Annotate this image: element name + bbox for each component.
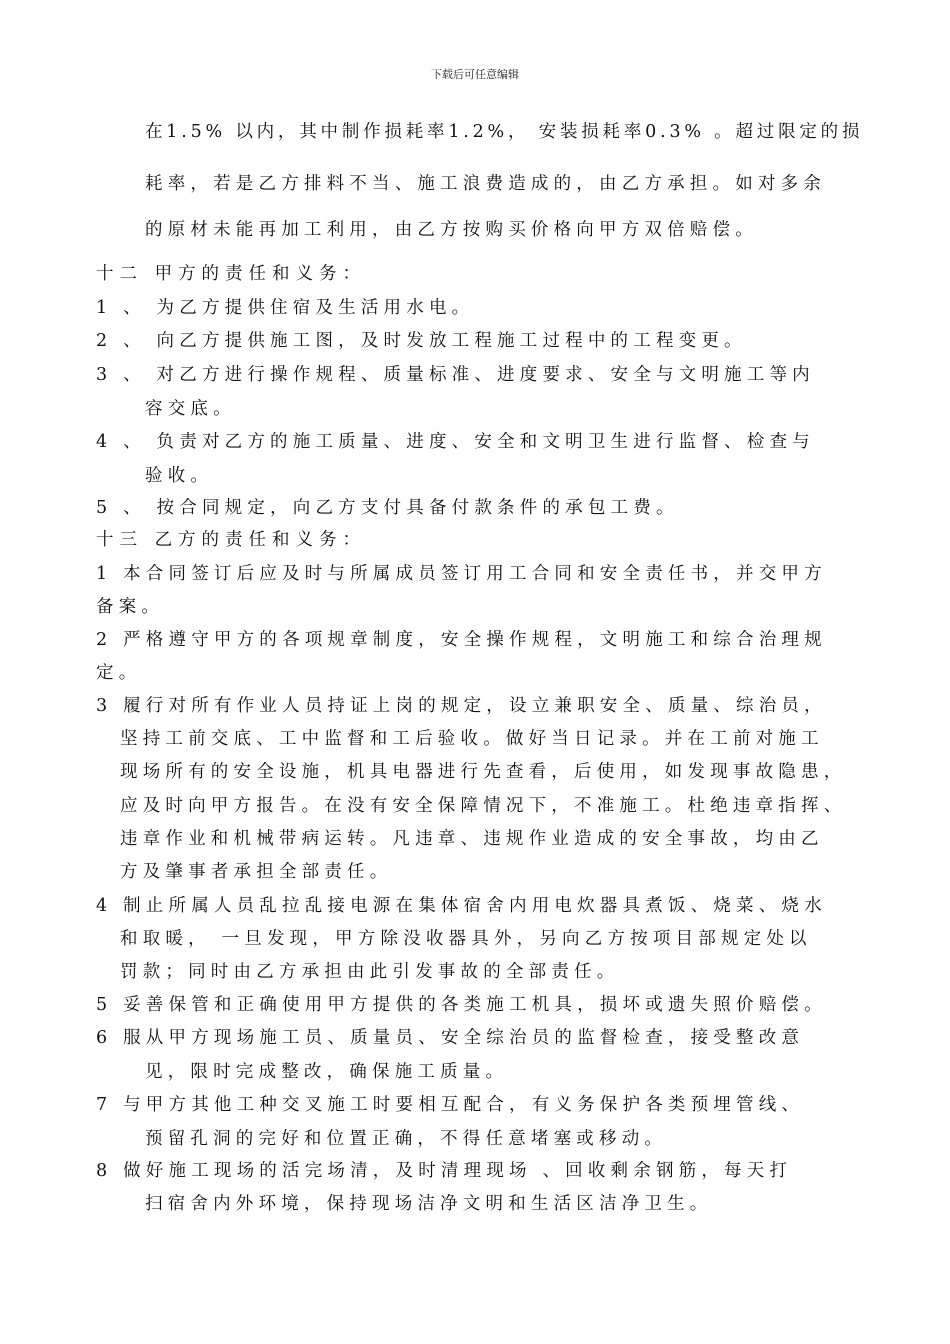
- section-13-item: 应及时向甲方报告。在没有安全保障情况下，不准施工。杜绝违章指挥、: [120, 796, 847, 816]
- section-13-item: 5 妥善保管和正确使用甲方提供的各类施工机具，损坏或遗失照价赔偿。: [96, 995, 827, 1015]
- section-13-item: 现场所有的安全设施，机具电器进行先查看，后使用，如发现事故隐患，: [120, 762, 847, 782]
- section-12-item: 3 、 对乙方进行操作规程、质量标准、进度要求、安全与文明施工等内: [96, 365, 815, 385]
- section-12-title: 十二 甲方的责任和义务：: [96, 264, 367, 284]
- section-13-item: 坚持工前交底、工中监督和工后验收。做好当日记录。并在工前对施工: [120, 729, 824, 749]
- section-13-item: 预留孔洞的完好和位置正确，不得任意堵塞或移动。: [145, 1129, 668, 1149]
- section-12-item: 2 、 向乙方提供施工图，及时发放工程施工过程中的工程变更。: [96, 331, 747, 351]
- section-13-item: 扫宿舍内外环境，保持现场洁净文明和生活区洁净卫生。: [145, 1194, 713, 1214]
- section-13-item: 罚款；同时由乙方承担由此引发事故的全部责任。: [120, 962, 620, 982]
- intro-line: 耗率，若是乙方排料不当、施工浪费造成的，由乙方承担。如对多余: [145, 174, 826, 194]
- section-13-item: 1 本合同签订后应及时与所属成员签订用工合同和安全责任书，并交甲方: [96, 564, 827, 584]
- section-13-item: 2 严格遵守甲方的各项规章制度，安全操作规程，文明施工和综合治理规: [96, 630, 827, 650]
- section-13-title: 十三 乙方的责任和义务：: [96, 530, 367, 550]
- section-13-item: 方及肇事者承担全部责任。: [120, 862, 393, 882]
- section-13-item: 8 做好施工现场的活完场清，及时清理现场 、回收剩余钢筋，每天打: [96, 1161, 793, 1181]
- section-13-item: 4 制止所属人员乱拉乱接电源在集体宿舍内用电炊器具煮饭、烧菜、烧水: [96, 896, 827, 916]
- section-13-item: 和取暖， 一旦发现，甲方除没收器具外，另向乙方按项目部规定处以: [120, 929, 812, 949]
- section-12-item: 验收。: [145, 466, 214, 486]
- section-12-item: 容交底。: [145, 399, 236, 419]
- intro-line: 的原材未能再加工利用，由乙方按购买价格向甲方双倍赔偿。: [145, 220, 758, 240]
- section-13-item: 违章作业和机械带病运转。凡违章、违规作业造成的安全事故，均由乙: [120, 829, 824, 849]
- section-13-item: 备案。: [96, 597, 165, 617]
- page-header: 下载后可任意编辑: [431, 68, 519, 81]
- intro-line: 在1.5% 以内，其中制作损耗率1.2%， 安装损耗率0.3% 。超过限定的损: [145, 122, 864, 142]
- section-12-item: 4 、 负责对乙方的施工质量、进度、安全和文明卫生进行监督、检查与: [96, 432, 815, 452]
- section-12-item: 1 、 为乙方提供住宿及生活用水电。: [96, 298, 475, 318]
- section-13-item: 7 与甲方其他工种交叉施工时要相互配合，有义务保护各类预埋管线、: [96, 1095, 805, 1115]
- section-13-item: 3 履行对所有作业人员持证上岗的规定，设立兼职安全、质量、综治员，: [96, 696, 827, 716]
- section-13-item: 6 服从甲方现场施工员、质量员、安全综治员的监督检查，接受整改意: [96, 1028, 805, 1048]
- section-13-item: 定。: [96, 663, 142, 683]
- section-13-item: 见，限时完成整改，确保施工质量。: [145, 1062, 509, 1082]
- section-12-item: 5 、 按合同规定，向乙方支付具备付款条件的承包工费。: [96, 498, 679, 518]
